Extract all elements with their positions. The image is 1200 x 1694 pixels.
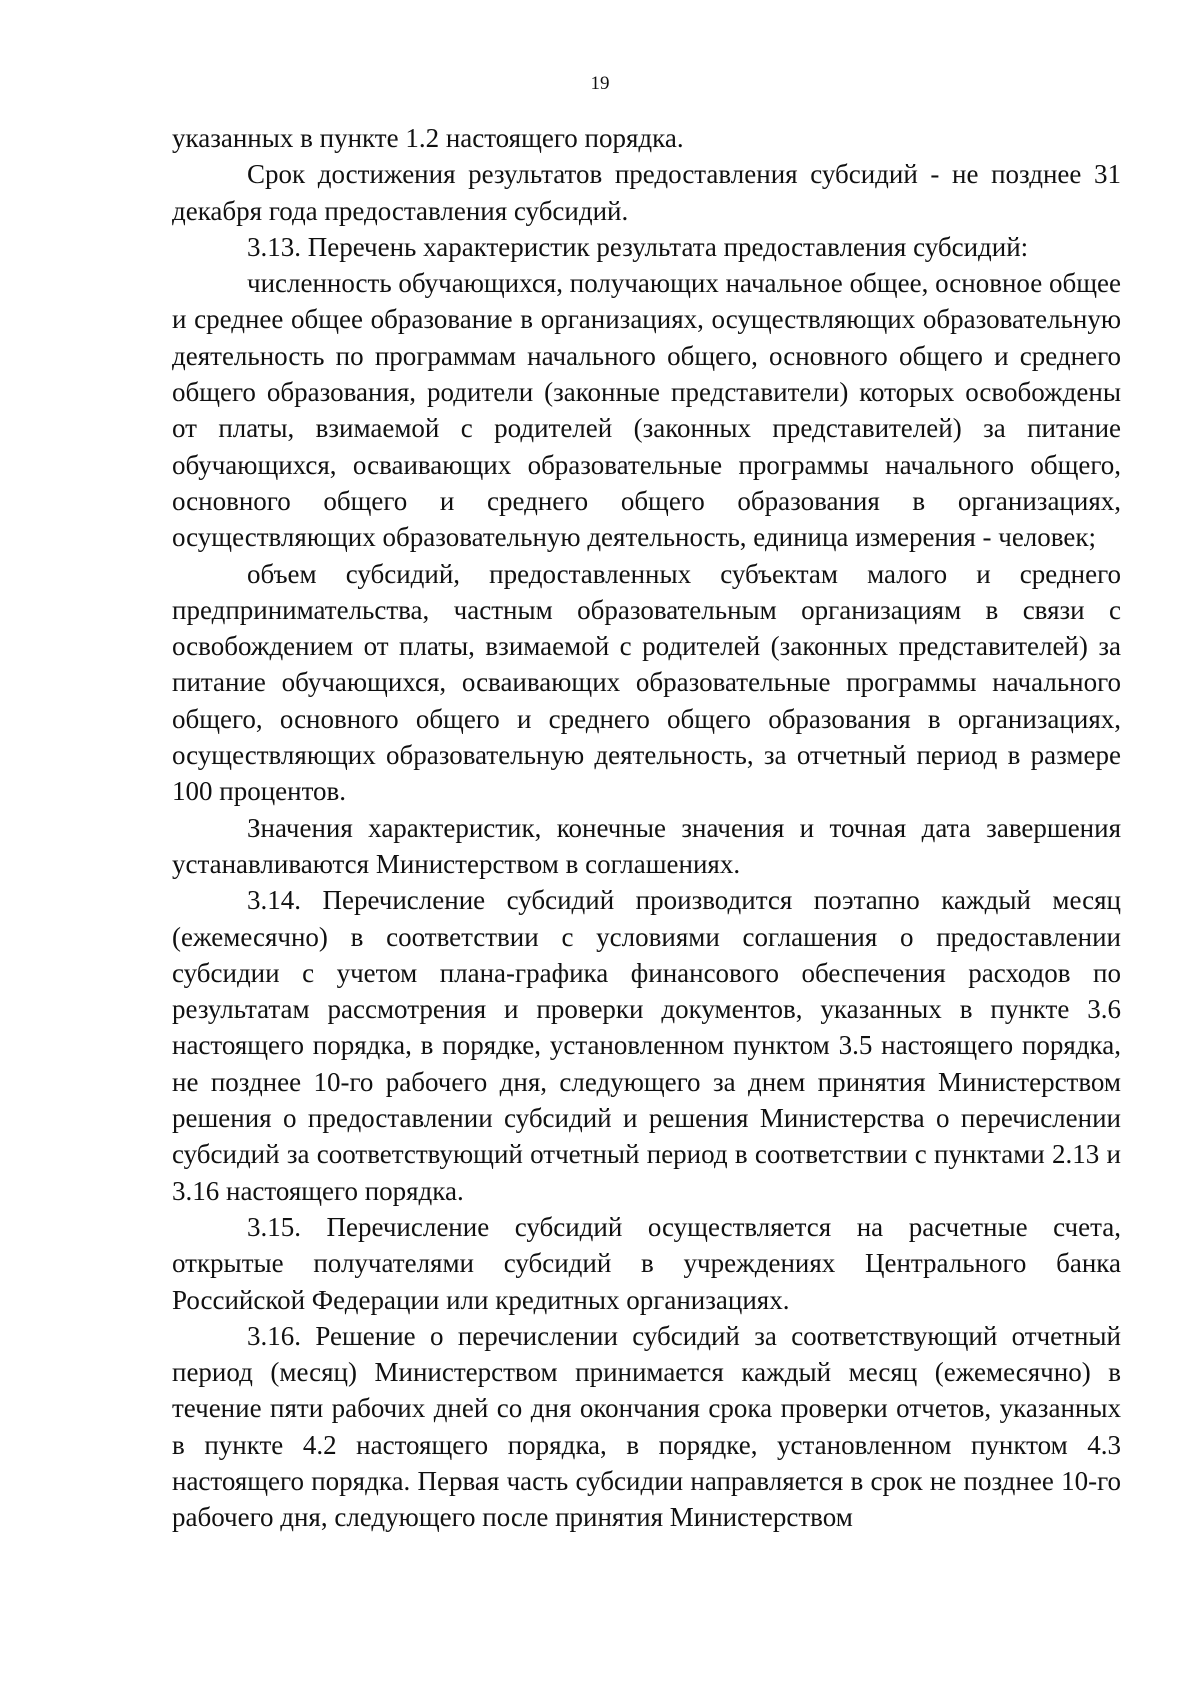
- paragraph-3-16: 3.16. Решение о перечислении субсидий за соответствующий отчетный период (месяц) Министерством принимается каждый месяц (ежемесячно) в течение пяти рабочих дней со дня окончания срока проверки отчетов, указанных в пункте 4.2 настоящего порядка, в порядке, установленном пунктом 4.3 настоящего порядка. Первая часть субсидии направляется в срок не позднее 10-го рабочего дня, следующего после принятия Министерством: [172, 1320, 1121, 1533]
- paragraph-subsidy-volume: объем субсидий, предоставленных субъектам малого и среднего предпринимательства, частным образовательным организациям в связи с освобождением от платы, взимаемой с родителей (законных представителей) за питание обучающихся, осваивающих образовательные программы начального общего, основного общего и среднего общего образования в организациях, осуществляющих образовательную деятельность, за отчетный период в размере 100 процентов.: [172, 558, 1121, 807]
- paragraph-3-14: 3.14. Перечисление субсидий производится поэтапно каждый месяц (ежемесячно) в соответствии с условиями соглашения о предоставлении субсидии с учетом плана-графика финансового обеспечения расходов по результатам рассмотрения и проверки документов, указанных в пункте 3.6 настоящего порядка, в порядке, установленном пунктом 3.5 настоящего порядка, не позднее 10-го рабочего дня, следующего за днем принятия Министерством решения о предоставлении субсидий и решения Министерства о перечислении субсидий за соответствующий отчетный период в соответствии с пунктами 2.13 и 3.16 настоящего порядка.: [172, 885, 1121, 1206]
- paragraph-3-15: 3.15. Перечисление субсидий осуществляется на расчетные счета, открытые получателями субсидий в учреждениях Центрального банка Российской Федерации или кредитных организациях.: [172, 1211, 1121, 1315]
- paragraph-students-count: численность обучающихся, получающих начальное общее, основное общее и среднее общее образование в организациях, осуществляющих образовательную деятельность по программам начального общего, основного общего и среднего общего образования, родители (законные представители) которых освобождены от платы, взимаемой с родителей (законных представителей) за питание обучающихся, осваивающих образовательные программы начального общего, основного общего и среднего общего образования в организациях, осуществляющих образовательную деятельность, единица измерения - человек;: [172, 268, 1121, 553]
- document-body: [172, 120, 1121, 1536]
- page-number: 19: [590, 73, 610, 94]
- paragraph-characteristic-values: Значения характеристик, конечные значения и точная дата завершения устанавливаются Министерством в соглашениях.: [172, 812, 1121, 879]
- paragraph-continuation: указанных в пункте 1.2 настоящего порядка.: [172, 123, 684, 153]
- paragraph-results-deadline: Срок достижения результатов предоставления субсидий - не позднее 31 декабря года предоставления субсидий.: [172, 159, 1121, 226]
- paragraph-3-13: 3.13. Перечень характеристик результата предоставления субсидий:: [247, 231, 1029, 262]
